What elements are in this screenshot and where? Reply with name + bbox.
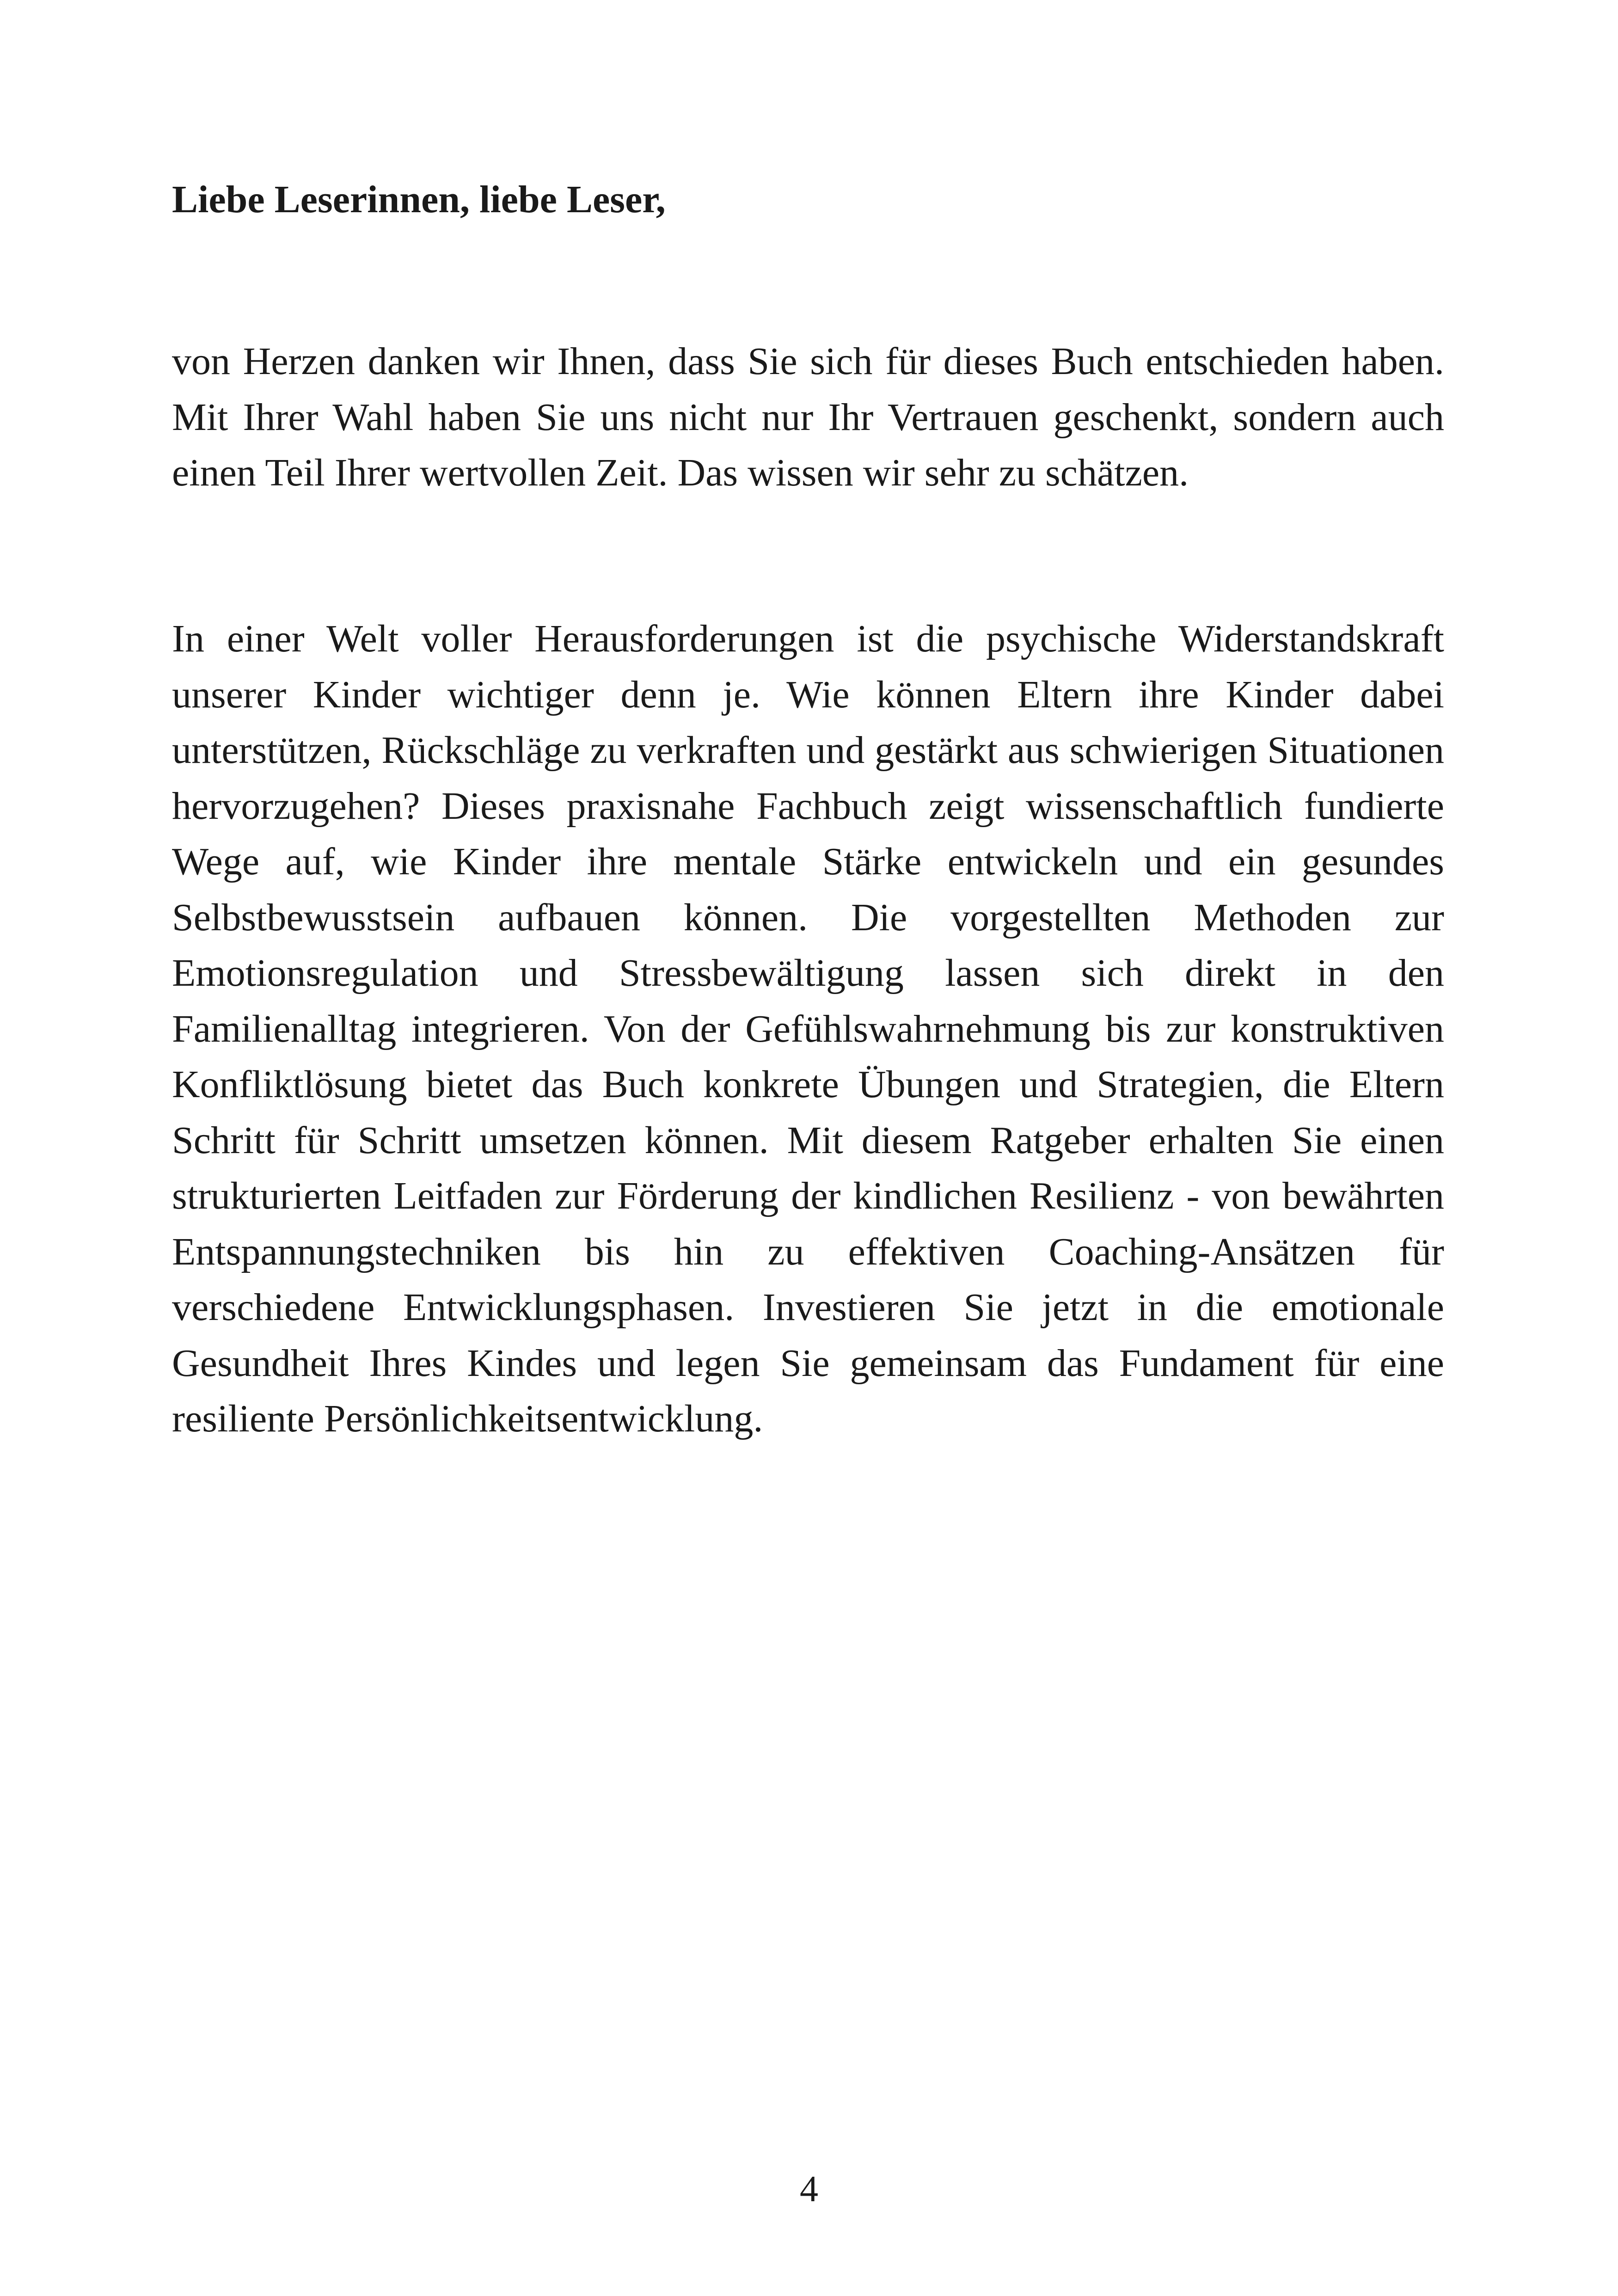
paragraph-thanks: von Herzen danken wir Ihnen, dass Sie sich für dieses Buch entschieden haben. Mit Ihrer Wahl haben Sie uns nicht nur Ihr Vertrauen geschenkt, sondern auch einen Teil Ihrer wertvollen Zeit. Das wissen wir sehr zu schätzen. <box>172 340 1444 494</box>
salutation-heading: Liebe Leserinnen, liebe Leser, <box>172 178 666 221</box>
page-number: 4 <box>800 2169 818 2210</box>
paragraph-book-description: In einer Welt voller Herausforderungen ist die psychische Widerstandskraft unserer Kinder wichtiger denn je. Wie können Eltern ihre Kinder dabei unterstützen, Rückschläge zu verkraften und gestärkt aus schwierigen Situationen hervorzugehen? Dieses praxisnahe Fachbuch zeigt wissenschaftlich fundierte Wege auf, wie Kinder ihre mentale Stärke entwickeln und ein gesundes Selbstbewusstsein aufbauen können. Die vorgestellten Methoden zur Emotionsregulation und Stressbewältigung lassen sich direkt in den Familienalltag integrieren. Von der Gefühlswahrnehmung bis zur konstruktiven Konfliktlösung bietet das Buch konkrete Übungen und Strategien, die Eltern Schritt für Schritt umsetzen können. Mit diesem Ratgeber erhalten Sie einen strukturierten Leitfaden zur Förderung der kindlichen Resilienz - von bewährten Entspannungstechniken bis hin zu effektiven Coaching-Ansätzen für verschiedene Entwicklungsphasen. Investieren Sie jetzt in die emotionale Gesundheit Ihres Kindes und legen Sie gemeinsam das Fundament für eine resiliente Persönlichkeitsentwicklung. <box>172 617 1444 1440</box>
